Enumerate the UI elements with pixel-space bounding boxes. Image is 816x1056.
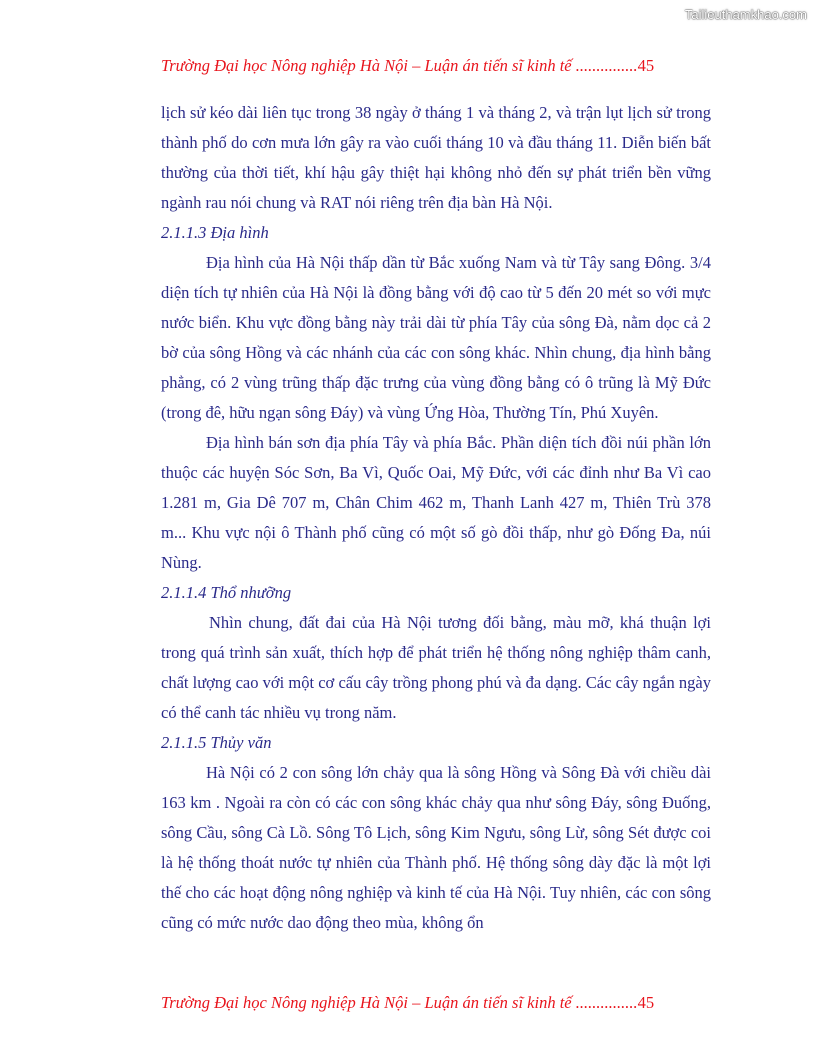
header-text: Trường Đại học Nông nghiệp Hà Nội – Luận án tiến sĩ kinh tế ............... — [161, 56, 638, 75]
section-heading-topography: 2.1.1.3 Địa hình — [161, 223, 269, 242]
watermark: Tailieuthamkhao.com — [684, 7, 807, 22]
paragraph-topography-2: Địa hình bán sơn địa phía Tây và phía Bắc. Phần diện tích đồi núi phần lớn thuộc các huyện Sóc Sơn, Ba Vì, Quốc Oai, Mỹ Đức, với các đỉnh như Ba Vì cao 1.281 m, Gia Dê 707 m, Chân Chim 462 m, Thanh Lanh 427 m, Thiên Trù 378 m... Khu vực nội ô Thành phố cũng có một số gò đồi thấp, như gò Đống Đa, núi Nùng. — [161, 433, 711, 572]
footer-text: Trường Đại học Nông nghiệp Hà Nội – Luận án tiến sĩ kinh tế ............... — [161, 993, 638, 1012]
running-header — [161, 56, 721, 76]
paragraph-continuation: lịch sử kéo dài liên tục trong 38 ngày ở tháng 1 và tháng 2, và trận lụt lịch sử trong thành phố do cơn mưa lớn gây ra vào cuối tháng 10 và đầu tháng 11. Diễn biến bất thường của thời tiết, khí hậu gây thiệt hại không nhỏ đến sự phát triển bền vững ngành rau nói chung và RAT nói riêng trên địa bàn Hà Nội. — [161, 103, 711, 212]
section-heading-soil: 2.1.1.4 Thổ nhưỡng — [161, 583, 292, 602]
paragraph-hydrology: Hà Nội có 2 con sông lớn chảy qua là sông Hồng và Sông Đà với chiều dài 163 km . Ngoài ra còn có các con sông khác chảy qua như sông Đáy, sông Đuống, sông Cầu, sông Cà Lồ. Sông Tô Lịch, sông Kim Ngưu, sông Lừ, sông Sét được coi là hệ thống thoát nước tự nhiên của Thành phố. Hệ thống sông dày đặc là một lợi thế cho các hoạt động nông nghiệp và kinh tế của Hà Nội. Tuy nhiên, các con sông cũng có mức nước dao động theo mùa, không ổn — [161, 763, 711, 932]
document-body — [161, 98, 711, 938]
section-heading-hydrology: 2.1.1.5 Thủy văn — [161, 733, 272, 752]
paragraph-soil: Nhìn chung, đất đai của Hà Nội tương đối bằng, màu mỡ, khá thuận lợi trong quá trình sản xuất, thích hợp để phát triển hệ thống nông nghiệp thâm canh, chất lượng cao với một cơ cấu cây trồng phong phú và đa dạng. Các cây ngắn ngày có thể canh tác nhiều vụ trong năm. — [161, 613, 711, 722]
footer-page-number: 45 — [637, 993, 655, 1012]
header-page-number: 45 — [637, 56, 655, 75]
paragraph-topography-1: Địa hình của Hà Nội thấp dần từ Bắc xuống Nam và từ Tây sang Đông. 3/4 diện tích tự nhiên của Hà Nội là đồng bằng với độ cao từ 5 đến 20 mét so với mực nước biển. Khu vực đồng bằng này trải dài từ phía Tây của sông Đà, nằm dọc cả 2 bờ của sông Hồng và các nhánh của các con sông khác. Nhìn chung, địa hình bằng phẳng, có 2 vùng trũng thấp đặc trưng của vùng đồng bằng có ô trũng là Mỹ Đức (trong đê, hữu ngạn sông Đáy) và vùng Ứng Hòa, Thường Tín, Phú Xuyên. — [161, 253, 711, 422]
running-footer — [161, 993, 721, 1013]
